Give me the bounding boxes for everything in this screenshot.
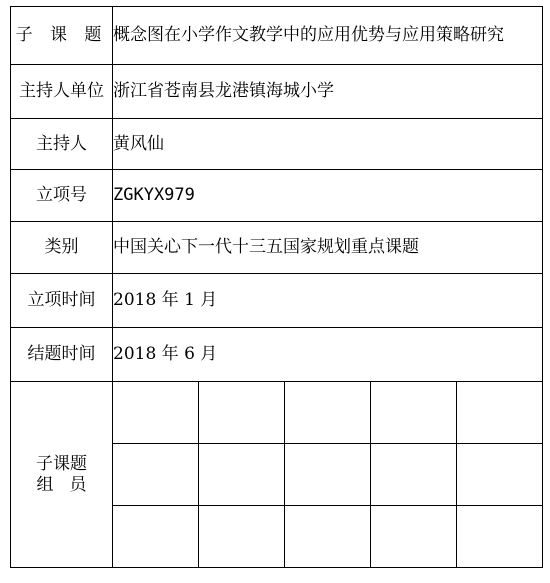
- row-end-time: [11, 328, 543, 382]
- host-value: 黄风仙: [113, 119, 543, 170]
- row-category: [11, 222, 543, 274]
- members-label-line1: 子课题: [36, 453, 87, 474]
- member-cell[interactable]: [370, 444, 456, 506]
- category-value: 中国关心下一代十三五国家规划重点课题: [113, 222, 543, 274]
- member-cell[interactable]: [370, 382, 456, 444]
- start-time-label: 立项时间: [11, 274, 113, 328]
- project-number-label: 立项号: [11, 170, 113, 222]
- row-project-number: [11, 170, 543, 222]
- member-cell[interactable]: [285, 506, 371, 568]
- end-time-label: 结题时间: [11, 328, 113, 382]
- members-grid: [113, 382, 542, 567]
- member-cell[interactable]: [113, 382, 199, 444]
- subtopic-label: 子 课 题: [11, 7, 113, 65]
- host-unit-value: 浙江省苍南县龙港镇海城小学: [113, 65, 543, 119]
- member-cell[interactable]: [370, 506, 456, 568]
- project-info-form: [10, 6, 543, 568]
- members-grid-row: [113, 444, 542, 506]
- row-host-unit: [11, 65, 543, 119]
- members-label: [11, 382, 113, 568]
- member-cell[interactable]: [199, 382, 285, 444]
- member-cell[interactable]: [285, 444, 371, 506]
- row-start-time: [11, 274, 543, 328]
- category-label: 类别: [11, 222, 113, 274]
- project-number-value: ZGKYX979: [113, 170, 543, 222]
- member-cell[interactable]: [199, 506, 285, 568]
- member-cell[interactable]: [456, 444, 542, 506]
- members-grid-row: [113, 382, 542, 444]
- member-cell[interactable]: [113, 506, 199, 568]
- host-unit-label: 主持人单位: [11, 65, 113, 119]
- row-host: [11, 119, 543, 170]
- host-label: 主持人: [11, 119, 113, 170]
- member-cell[interactable]: [113, 444, 199, 506]
- member-cell[interactable]: [456, 382, 542, 444]
- members-grid-row: [113, 506, 542, 568]
- row-members: [11, 382, 543, 568]
- project-info-table: [10, 6, 543, 568]
- start-time-value: 2018 年 1 月: [113, 274, 543, 328]
- end-time-value: 2018 年 6 月: [113, 328, 543, 382]
- member-cell[interactable]: [199, 444, 285, 506]
- members-grid-cell: [113, 382, 543, 568]
- members-label-line2: 组员: [36, 474, 103, 495]
- subtopic-value: 概念图在小学作文教学中的应用优势与应用策略研究: [113, 7, 543, 65]
- row-subtopic: [11, 7, 543, 65]
- member-cell[interactable]: [285, 382, 371, 444]
- member-cell[interactable]: [456, 506, 542, 568]
